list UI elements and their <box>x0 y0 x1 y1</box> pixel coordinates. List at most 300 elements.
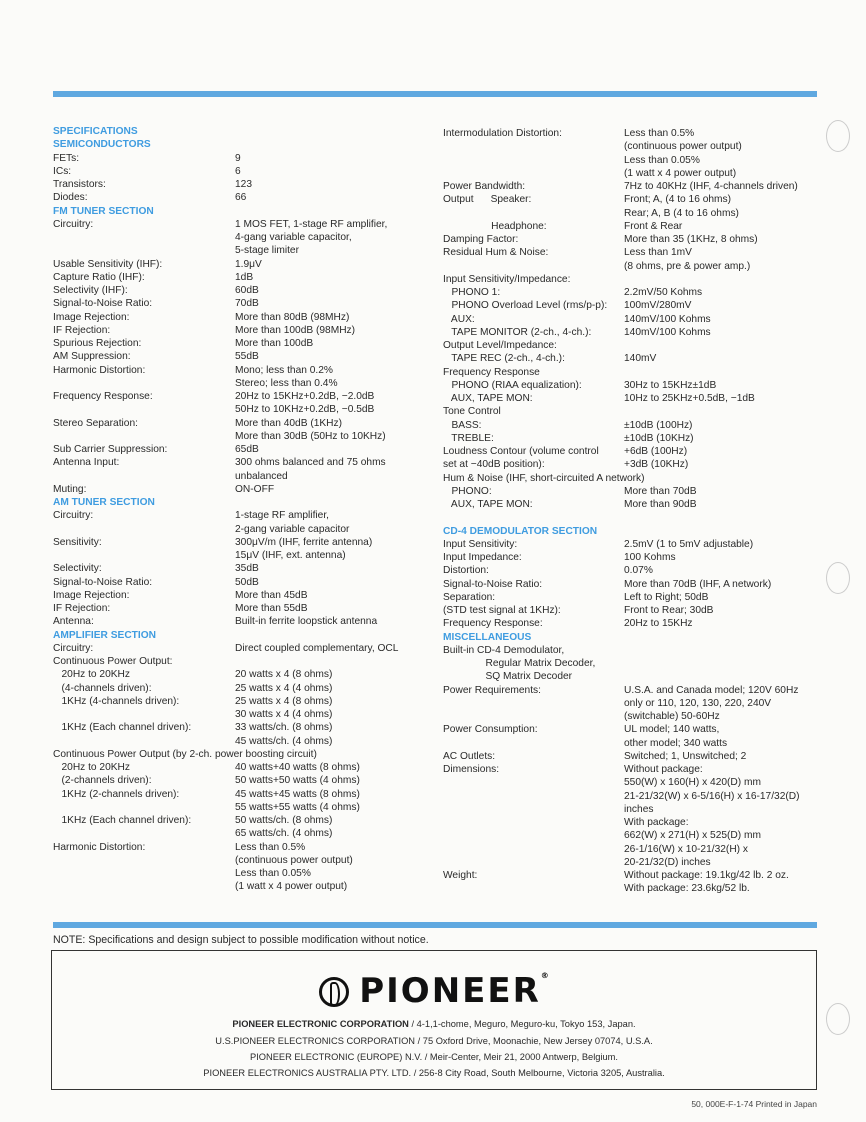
spec-row <box>443 498 823 511</box>
spec-row <box>53 655 413 668</box>
spec-value: 140mV/100 Kohms <box>624 313 711 325</box>
spec-value: With package: 23.6kg/52 lb. <box>624 883 750 895</box>
spec-label <box>53 880 235 893</box>
spec-row <box>443 233 823 246</box>
spec-label: Stereo Separation: <box>53 417 138 429</box>
corp-name: PIONEER ELECTRONIC CORPORATION <box>232 1019 409 1029</box>
spec-row <box>443 299 823 312</box>
footer-box <box>51 950 817 1090</box>
spec-row <box>53 152 413 165</box>
spec-label: Power Bandwidth: <box>443 181 526 192</box>
spec-value: 0.07% <box>624 565 653 577</box>
note-text: NOTE: Specifications and design subject to possible modification without notice. <box>53 934 429 946</box>
spec-label: 1KHz (Each channel driven): <box>53 815 192 826</box>
spec-value: 60dB <box>235 285 259 296</box>
spec-value: (continuous power output) <box>235 854 353 866</box>
spec-label: PHONO: <box>443 485 492 497</box>
spec-row <box>443 313 823 326</box>
spec-label <box>443 816 624 829</box>
spec-value: Front to Rear; 30dB <box>624 605 714 616</box>
spec-value: 55dB <box>235 351 259 363</box>
spec-row <box>53 814 413 827</box>
spec-row <box>443 167 823 180</box>
spec-value: Mono; less than 0.2% <box>235 364 333 376</box>
spec-row <box>443 578 823 591</box>
spec-value: Left to Right; 50dB <box>624 591 709 603</box>
spec-row <box>443 366 823 379</box>
spec-label: AUX, TAPE MON: <box>443 499 533 510</box>
spec-label: Sub Carrier Suppression: <box>53 444 168 455</box>
section-heading: CD-4 DEMODULATOR SECTION <box>443 525 598 537</box>
spec-row <box>53 403 413 416</box>
spec-row <box>53 284 413 297</box>
spec-label: Antenna Input: <box>53 457 120 469</box>
spec-value: More than 100dB (98MHz) <box>235 324 356 336</box>
spec-row <box>53 761 413 774</box>
spec-value: 1-stage RF amplifier, <box>235 510 329 522</box>
spec-label: (2-channels driven): <box>53 775 152 787</box>
spec-label <box>53 827 235 840</box>
spec-label: AC Outlets: <box>443 750 496 762</box>
spec-row <box>53 867 413 880</box>
spec-value: 550(W) x 160(H) x 420(D) mm <box>624 777 761 789</box>
section-heading: MISCELLANEOUS <box>443 631 532 643</box>
spec-value: 1 MOS FET, 1-stage RF amplifier, <box>235 218 388 230</box>
spec-row <box>443 432 823 445</box>
spec-label: Circuitry: <box>53 218 94 230</box>
spec-label: Antenna: <box>53 616 94 628</box>
spec-row <box>443 180 823 193</box>
spec-row <box>443 776 823 789</box>
spec-value: With package: <box>624 817 689 828</box>
spec-value: 6 <box>235 165 241 177</box>
spec-row <box>53 615 413 628</box>
spec-row <box>443 723 823 736</box>
spec-row <box>53 178 413 191</box>
spec-row <box>53 880 413 893</box>
spec-row <box>53 682 413 695</box>
spec-label <box>443 154 624 167</box>
spec-value: unbalanced <box>235 470 288 482</box>
spec-value: 10Hz to 25KHz+0.5dB, −1dB <box>624 393 755 404</box>
spec-row <box>443 803 823 816</box>
spec-row <box>53 536 413 549</box>
spec-label <box>53 244 235 257</box>
spec-label: IF Rejection: <box>53 324 111 336</box>
spec-row <box>443 405 823 418</box>
spec-row <box>53 470 413 483</box>
spec-label: PHONO 1: <box>443 287 501 298</box>
spec-label: Regular Matrix Decoder, <box>443 658 596 669</box>
spec-label <box>443 803 624 816</box>
section-heading: AM TUNER SECTION <box>53 497 155 508</box>
spec-row <box>53 602 413 615</box>
spec-label: Headphone: <box>443 220 547 232</box>
spec-label <box>443 882 624 895</box>
spec-row <box>53 509 413 522</box>
spec-label: Power Consumption: <box>443 724 538 736</box>
spec-label <box>443 737 624 750</box>
spec-value: Without package: 19.1kg/42 lb. 2 oz. <box>624 870 789 881</box>
spec-label: Tone Control <box>443 406 501 418</box>
spec-row <box>53 695 413 708</box>
spec-label: Input Sensitivity: <box>443 538 518 550</box>
spec-row <box>443 737 823 750</box>
spec-label: Damping Factor: <box>443 234 519 245</box>
spec-value: Rear; A, B (4 to 16 ohms) <box>624 207 739 219</box>
spec-label: 20Hz to 20KHz <box>53 669 131 681</box>
spec-label <box>53 735 235 748</box>
spec-label <box>53 523 235 536</box>
spec-row <box>443 657 823 670</box>
spec-row <box>443 843 823 856</box>
spec-row <box>53 350 413 363</box>
spec-label <box>53 470 235 483</box>
pioneer-logo: PIONEER® <box>52 971 816 1011</box>
spec-row <box>443 193 823 206</box>
spec-value: ±10dB (100Hz) <box>624 419 693 431</box>
spec-row <box>443 882 823 895</box>
spec-value: 50dB <box>235 576 259 588</box>
spec-row <box>53 390 413 403</box>
spec-label: Signal-to-Noise Ratio: <box>443 578 543 590</box>
spec-label: PHONO Overload Level (rms/p-p): <box>443 300 608 312</box>
spec-label <box>443 829 624 842</box>
spec-label: Circuitry: <box>53 510 94 522</box>
left-spec-column <box>53 125 413 894</box>
spec-label: Separation: <box>443 591 496 603</box>
spec-label: (4-channels driven): <box>53 682 152 694</box>
spec-label <box>443 207 624 220</box>
spec-label: 20Hz to 20KHz <box>53 762 131 773</box>
spec-value: Less than 0.5% <box>235 841 306 853</box>
spec-value: 55 watts+55 watts (4 ohms) <box>235 801 360 813</box>
spec-label <box>443 856 624 869</box>
spec-row <box>443 710 823 723</box>
spec-row <box>443 763 823 776</box>
pioneer-emblem-icon <box>319 977 349 1007</box>
spec-value: 1dB <box>235 271 254 283</box>
spec-label: Signal-to-Noise Ratio: <box>53 576 153 588</box>
spec-value: 123 <box>235 179 252 190</box>
spec-value: 15μV (IHF, ext. antenna) <box>235 550 346 561</box>
spec-row <box>443 829 823 842</box>
print-code: 50, 000E-F-1-74 Printed in Japan <box>691 1099 817 1109</box>
section-heading: SPECIFICATIONS <box>53 126 138 137</box>
spec-row <box>443 127 823 140</box>
binder-hole <box>826 562 850 594</box>
spec-label <box>443 140 624 153</box>
spec-label: set at −40dB position): <box>443 459 545 471</box>
spec-label: Muting: <box>53 483 87 495</box>
spec-row <box>443 140 823 153</box>
spec-row <box>443 538 823 551</box>
spec-value: 2.5mV (1 to 5mV adjustable) <box>624 538 754 550</box>
spec-value: (1 watt x 4 power output) <box>235 881 348 893</box>
spec-label: (STD test signal at 1KHz): <box>443 605 561 616</box>
spec-label: ICs: <box>53 165 72 177</box>
spec-row <box>53 708 413 721</box>
spec-row <box>53 549 413 562</box>
spec-value: +6dB (100Hz) <box>624 446 688 457</box>
address-usa: U.S.PIONEER ELECTRONICS CORPORATION / 75 Oxford Drive, Moonachie, New Jersey 07074, U.S.A. <box>215 1036 653 1046</box>
spec-value: More than 80dB (98MHz) <box>235 311 350 323</box>
spec-label: 1KHz (2-channels driven): <box>53 788 180 800</box>
spec-value: 50Hz to 10KHz+0.2dB, −0.5dB <box>235 404 375 416</box>
spec-label <box>53 231 235 244</box>
spec-value: 20Hz to 15KHz <box>624 618 693 630</box>
spec-value: UL model; 140 watts, <box>624 724 720 736</box>
spec-label <box>53 708 235 721</box>
spec-label: Frequency Response <box>443 366 540 378</box>
spec-value: Front; A, (4 to 16 ohms) <box>624 194 732 206</box>
spec-row <box>53 297 413 310</box>
spec-value: Without package: <box>624 764 703 775</box>
spec-value: 140mV <box>624 353 657 365</box>
spec-label: Continuous Power Output: <box>53 656 173 667</box>
address-australia: PIONEER ELECTRONICS AUSTRALIA PTY. LTD. / 256-8 City Road, South Melbourne, Victoria 3205, Australia. <box>203 1068 665 1078</box>
spec-value: 30 watts x 4 (4 ohms) <box>235 709 333 720</box>
right-spec-column <box>443 127 823 896</box>
address-europe: PIONEER ELECTRONIC (EUROPE) N.V. / Meir-Center, Meir 21, 2000 Antwerp, Belgium. <box>249 1052 619 1062</box>
spec-row <box>443 352 823 365</box>
spec-value: 300 ohms balanced and 75 ohms <box>235 457 386 469</box>
section-heading: AMPLIFIER SECTION <box>53 629 157 641</box>
spec-row <box>443 750 823 763</box>
spec-label: Spurious Rejection: <box>53 338 142 349</box>
spec-row <box>53 377 413 390</box>
spec-value: 5-stage limiter <box>235 245 299 257</box>
spec-row <box>443 869 823 882</box>
section-heading: SEMICONDUCTORS <box>53 139 151 151</box>
spec-label: Sensitivity: <box>53 536 102 548</box>
spec-value: 21-21/32(W) x 6-5/16(H) x 16-17/32(D) <box>624 790 800 802</box>
spec-row <box>443 856 823 869</box>
spec-value: 40 watts+40 watts (8 ohms) <box>235 762 360 773</box>
spec-label: Transistors: <box>53 179 106 190</box>
section-heading: FM TUNER SECTION <box>53 205 154 217</box>
spec-row <box>53 774 413 787</box>
spec-value: 25 watts x 4 (8 ohms) <box>235 695 333 707</box>
top-rule <box>53 91 817 97</box>
spec-value: 45 watts+45 watts (8 ohms) <box>235 788 360 800</box>
spec-row <box>53 417 413 430</box>
spec-row <box>53 443 413 456</box>
spec-label <box>53 377 235 390</box>
spec-row <box>53 854 413 867</box>
spec-label <box>443 776 624 789</box>
spec-row <box>443 220 823 233</box>
spec-value: 100 Kohms <box>624 552 676 563</box>
spec-label: Diodes: <box>53 192 88 204</box>
spec-label: Selectivity: <box>53 563 102 575</box>
bottom-rule <box>53 922 817 928</box>
spec-value: 65 watts/ch. (4 ohms) <box>235 828 333 840</box>
spec-label: Circuitry: <box>53 642 94 654</box>
spec-value: More than 55dB <box>235 603 308 614</box>
spec-row <box>443 458 823 471</box>
spec-label: PHONO (RIAA equalization): <box>443 379 582 391</box>
spec-label: TAPE MONITOR (2-ch., 4-ch.): <box>443 326 592 338</box>
spec-value: U.S.A. and Canada model; 120V 60Hz <box>624 684 799 696</box>
spec-row <box>443 684 823 697</box>
spec-value: 65dB <box>235 444 259 455</box>
spec-label <box>53 430 235 443</box>
spec-value: 300μV/m (IHF, ferrite antenna) <box>235 536 373 548</box>
spec-row <box>443 617 823 630</box>
spec-label: AM Suppression: <box>53 351 131 363</box>
spec-value: (switchable) 50-60Hz <box>624 711 720 722</box>
spec-row <box>53 324 413 337</box>
spec-label: Frequency Response: <box>53 391 153 402</box>
spec-value: 26-1/16(W) x 10-21/32(H) x <box>624 843 748 855</box>
spec-value: More than 45dB <box>235 589 308 601</box>
spec-label <box>443 710 624 723</box>
spec-row <box>53 788 413 801</box>
spec-value: 4-gang variable capacitor, <box>235 232 352 243</box>
spec-label: Dimensions: <box>443 764 500 775</box>
spec-row <box>53 668 413 681</box>
spec-label: Hum & Noise (IHF, short-circuited A network) <box>443 472 645 484</box>
spec-label: Harmonic Distortion: <box>53 841 146 853</box>
spec-value: More than 100dB <box>235 338 314 349</box>
spec-value: 30Hz to 15KHz±1dB <box>624 379 717 391</box>
spec-label: Continuous Power Output (by 2-ch. power boosting circuit) <box>53 748 317 760</box>
spec-label: 1KHz (Each channel driven): <box>53 722 192 734</box>
spec-row <box>443 154 823 167</box>
spec-row <box>443 644 823 657</box>
spec-label: SQ Matrix Decoder <box>443 671 573 683</box>
spec-value: More than 70dB <box>624 485 697 497</box>
spec-row <box>443 472 823 485</box>
spec-value: 50 watts+50 watts (4 ohms) <box>235 775 360 787</box>
binder-hole <box>826 1003 850 1035</box>
spec-row <box>443 339 823 352</box>
spec-row <box>443 286 823 299</box>
spec-value: 2.2mV/50 Kohms <box>624 287 703 298</box>
spec-row <box>443 326 823 339</box>
spec-label <box>53 867 235 880</box>
spec-label: Intermodulation Distortion: <box>443 128 562 139</box>
spec-row <box>53 523 413 536</box>
spec-label: Output Level/Impedance: <box>443 340 557 351</box>
spec-value: (1 watt x 4 power output) <box>624 167 737 179</box>
spec-value: 70dB <box>235 298 259 310</box>
spec-row <box>53 311 413 324</box>
spec-row <box>443 207 823 220</box>
spec-label: FETs: <box>53 152 80 164</box>
spec-label <box>443 260 624 273</box>
spec-value: More than 70dB (IHF, A network) <box>624 578 772 590</box>
spec-row <box>443 419 823 432</box>
spec-row <box>443 697 823 710</box>
spec-value: only or 110, 120, 130, 220, 240V <box>624 697 772 709</box>
spec-row <box>53 483 413 496</box>
spec-row <box>443 790 823 803</box>
spec-row <box>53 337 413 350</box>
spec-label: TAPE REC (2-ch., 4-ch.): <box>443 353 565 365</box>
spec-row <box>443 445 823 458</box>
spec-value: 662(W) x 271(H) x 525(D) mm <box>624 830 761 842</box>
spec-label: Harmonic Distortion: <box>53 364 146 376</box>
spacer <box>443 511 823 524</box>
spec-row <box>53 562 413 575</box>
spec-label: AUX: <box>443 313 475 325</box>
spec-row <box>443 604 823 617</box>
spec-value: Less than 1mV <box>624 247 692 259</box>
spec-label: Image Rejection: <box>53 311 130 323</box>
spec-row <box>53 801 413 814</box>
spec-label: AUX, TAPE MON: <box>443 393 533 404</box>
spec-value: 9 <box>235 152 241 164</box>
spec-row <box>53 827 413 840</box>
spec-value: other model; 340 watts <box>624 737 728 749</box>
spec-label: IF Rejection: <box>53 603 111 614</box>
spec-row <box>443 816 823 829</box>
corp-address: / 4-1,1-chome, Meguro, Meguro-ku, Tokyo 153, Japan. <box>408 1019 636 1029</box>
spec-row <box>53 364 413 377</box>
spec-value: +3dB (10KHz) <box>624 459 689 471</box>
spec-label: Weight: <box>443 870 478 881</box>
spec-label <box>443 790 624 803</box>
spec-row <box>53 244 413 257</box>
binder-hole <box>826 120 850 152</box>
spec-row <box>443 392 823 405</box>
spec-label: Output Speaker: <box>443 194 532 206</box>
spec-row <box>53 231 413 244</box>
spec-value: inches <box>624 803 654 815</box>
spec-label <box>53 854 235 867</box>
spec-value: 100mV/280mV <box>624 300 692 312</box>
spec-row <box>443 591 823 604</box>
spec-value: 25 watts x 4 (4 ohms) <box>235 682 333 694</box>
spec-label <box>443 697 624 710</box>
spec-label <box>443 167 624 180</box>
spec-label <box>443 843 624 856</box>
address-japan <box>52 1019 816 1029</box>
spec-value: (8 ohms, pre & power amp.) <box>624 260 751 272</box>
spec-row <box>443 564 823 577</box>
spec-value: More than 40dB (1KHz) <box>235 417 343 429</box>
spec-value: 33 watts/ch. (8 ohms) <box>235 722 333 734</box>
spec-value: More than 35 (1KHz, 8 ohms) <box>624 234 758 245</box>
spec-row <box>53 589 413 602</box>
spec-label: Signal-to-Noise Ratio: <box>53 298 153 310</box>
spec-row <box>53 165 413 178</box>
spec-value: (continuous power output) <box>624 141 742 153</box>
spec-value: 20-21/32(D) inches <box>624 856 711 868</box>
spec-row <box>53 576 413 589</box>
spec-value: Front & Rear <box>624 220 683 232</box>
spec-value: Direct coupled complementary, OCL <box>235 642 399 654</box>
spec-value: 45 watts/ch. (4 ohms) <box>235 735 333 747</box>
spec-label <box>53 549 235 562</box>
spec-value: 35dB <box>235 563 259 575</box>
spec-value: More than 90dB <box>624 499 697 510</box>
spec-row <box>443 485 823 498</box>
spec-value: 20 watts x 4 (8 ohms) <box>235 669 333 681</box>
spec-value: 2-gang variable capacitor <box>235 523 350 535</box>
spec-label: Image Rejection: <box>53 589 130 601</box>
spec-label: Selectivity (IHF): <box>53 285 128 296</box>
spec-label: Power Requirements: <box>443 684 541 696</box>
spec-row <box>53 721 413 734</box>
spec-row <box>443 379 823 392</box>
spec-value: 20Hz to 15KHz+0.2dB, −2.0dB <box>235 391 375 402</box>
spec-label: Residual Hum & Noise: <box>443 247 549 259</box>
spec-value: 140mV/100 Kohms <box>624 326 711 338</box>
spec-row <box>53 456 413 469</box>
